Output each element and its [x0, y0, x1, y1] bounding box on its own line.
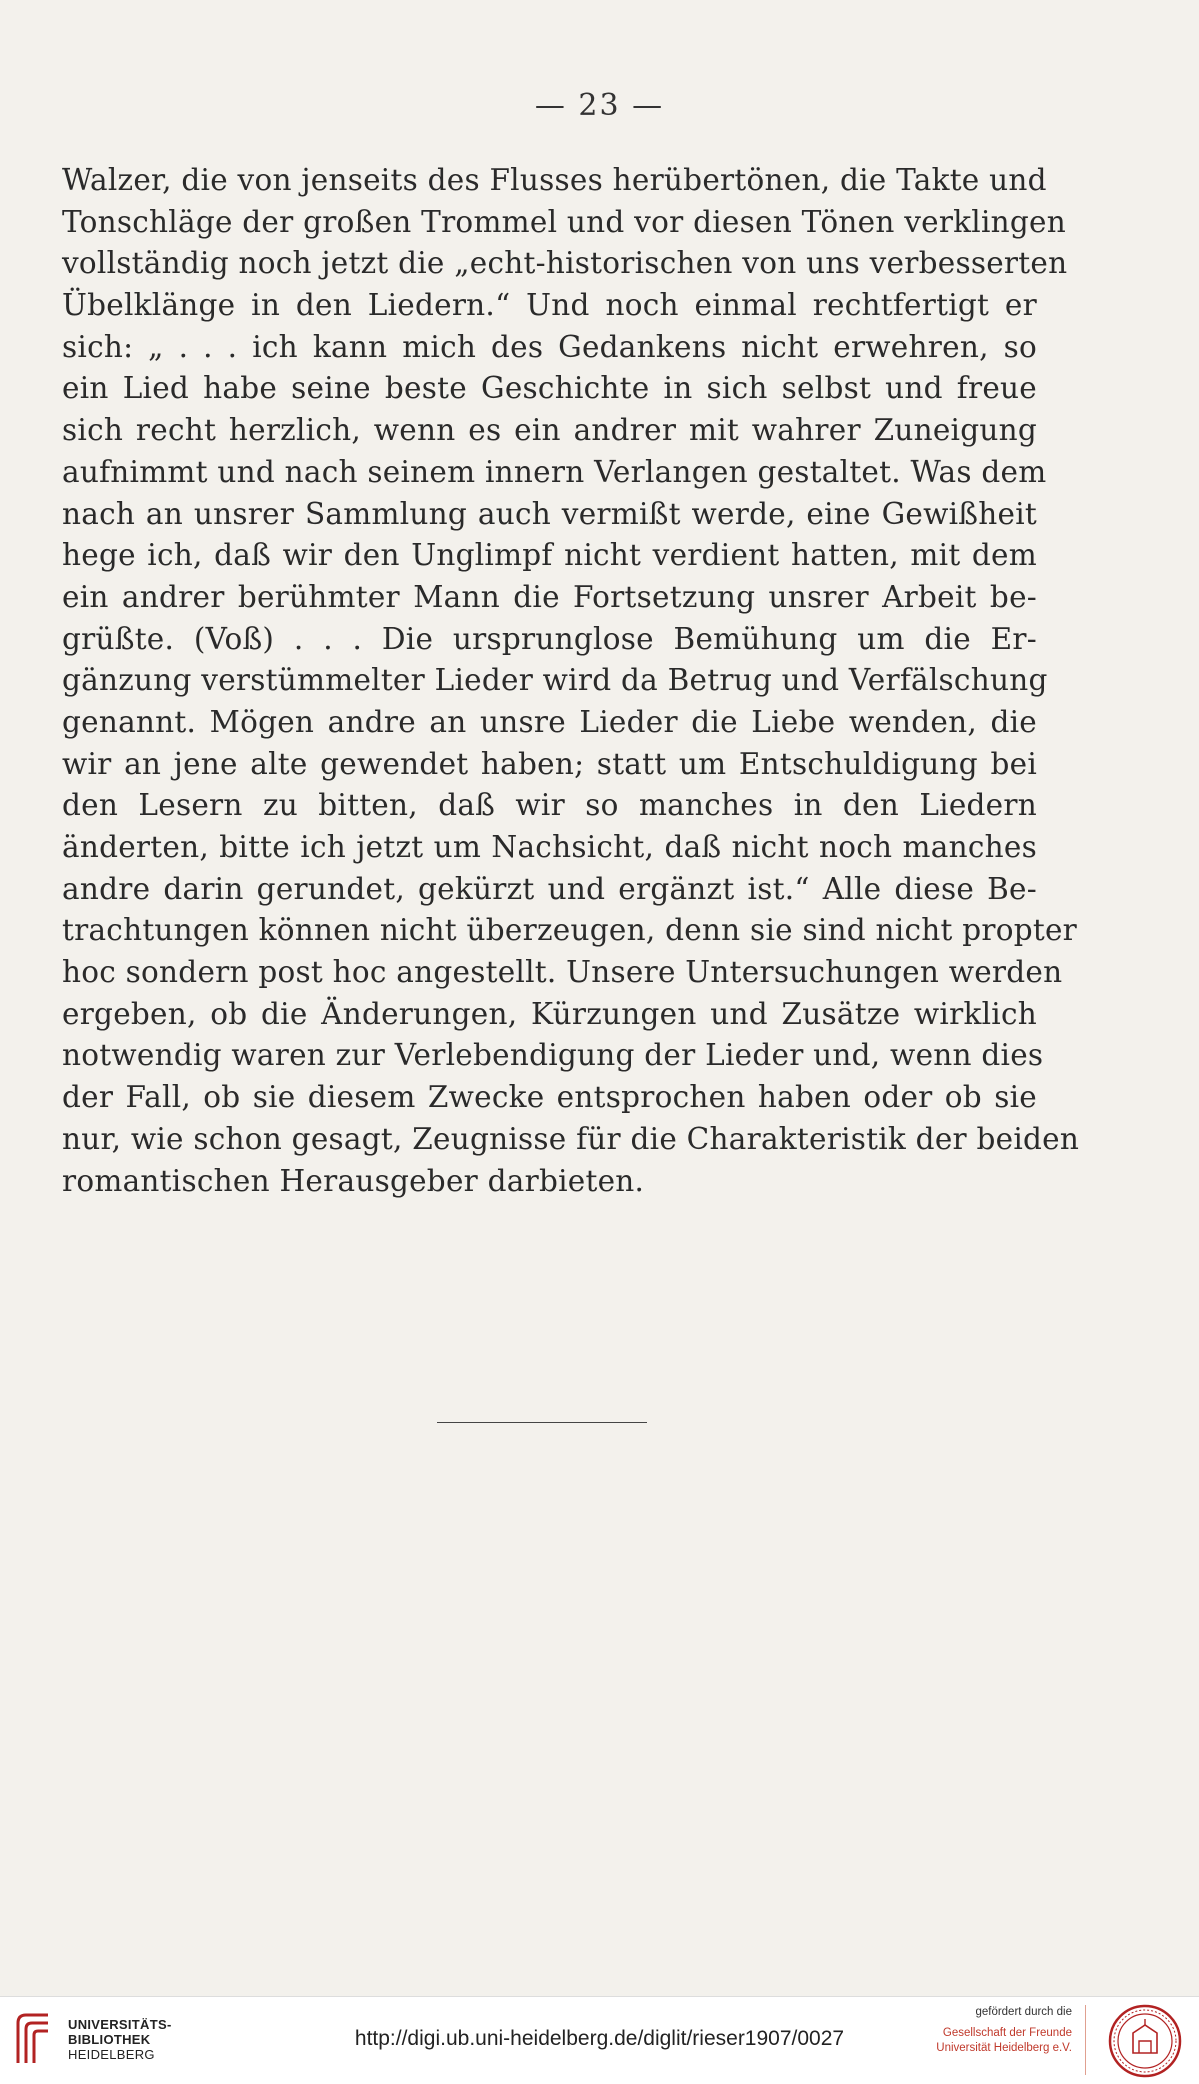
text-line: ein andrer berühmter Mann die Fortsetzung unsrer Arbeit be-: [62, 579, 1037, 614]
text-line: vollständig noch jetzt die „echt-historischen von uns verbesserten: [62, 246, 1068, 281]
text-line: sich: „ . . . ich kann mich des Gedankens nicht erwehren, so: [62, 329, 1037, 364]
library-name-line1: UNIVERSITÄTS-: [68, 2017, 172, 2032]
text-line: sich recht herzlich, wenn es ein andrer mit wahrer Zuneigung: [62, 413, 1037, 448]
sponsor-credit[interactable]: [922, 2005, 1072, 2056]
text-line: Tonschläge der großen Trommel und vor diesen Tönen verklingen: [62, 204, 1067, 239]
sponsor-name-line1: Gesellschaft der Freunde: [942, 2027, 1072, 2039]
text-line: nur, wie schon gesagt, Zeugnisse für die Charakteristik der beiden: [62, 1121, 1080, 1156]
text-line: aufnimmt und nach seinem innern Verlangen gestaltet. Was dem: [62, 454, 1047, 489]
university-seal-icon: [1107, 2003, 1183, 2079]
page-number: — 23 —: [534, 88, 665, 123]
sponsor-name-line2: Universität Heidelberg e.V.: [936, 2042, 1072, 2054]
text-line: den Lesern zu bitten, daß wir so manches in den Liedern: [62, 788, 1037, 823]
text-line: romantischen Herausgeber darbieten.: [62, 1163, 645, 1198]
text-line: grüßte. (Voß) . . . Die ursprunglose Bemühung um die Er-: [62, 621, 1037, 656]
library-name-line3: HEIDELBERG: [68, 2047, 155, 2062]
text-line: hege ich, daß wir den Unglimpf nicht verdient hatten, mit dem: [62, 538, 1037, 573]
permalink-url[interactable]: http://digi.ub.uni-heidelberg.de/diglit/rieser1907/0027: [354, 2027, 845, 2050]
text-line: trachtungen können nicht überzeugen, denn sie sind nicht propter: [62, 913, 1078, 948]
body-text: [62, 160, 1080, 1202]
supported-by-label: gefördert durch die: [975, 2006, 1072, 2018]
footer: [0, 1996, 1199, 2084]
text-line: genannt. Mögen andre an unsre Lieder die Liebe wenden, die: [62, 704, 1037, 739]
text-line: gänzung verstümmelter Lieder wird da Betrug und Verfälschung: [62, 663, 1048, 698]
text-line: nach an unsrer Sammlung auch vermißt werde, eine Gewißheit: [62, 496, 1037, 531]
library-name-line2: BIBLIOTHEK: [68, 2032, 151, 2047]
text-line: Übelklänge in den Liedern.“ Und noch einmal rechtfertigt er: [62, 288, 1037, 323]
text-line: wir an jene alte gewendet haben; statt um Entschuldigung bei: [62, 746, 1037, 781]
text-line: andre darin gerundet, gekürzt und ergänzt ist.“ Alle diese Be-: [62, 871, 1037, 906]
text-line: notwendig waren zur Verlebendigung der Lieder und, wenn dies: [62, 1038, 1044, 1073]
text-line: Walzer, die von jenseits des Flusses herübertönen, die Takte und: [62, 163, 1047, 197]
text-line: ergeben, ob die Änderungen, Kürzungen und Zusätze wirklich: [62, 996, 1037, 1031]
text-line: ein Lied habe seine beste Geschichte in sich selbst und freue: [62, 371, 1037, 406]
text-line: der Fall, ob sie diesem Zwecke entsprochen haben oder ob sie: [62, 1080, 1037, 1115]
text-line: hoc sondern post hoc angestellt. Unsere Untersuchungen werden: [62, 955, 1063, 990]
text-line: änderten, bitte ich jetzt um Nachsicht, daß nicht noch manches: [62, 830, 1037, 864]
section-rule: [437, 1422, 647, 1423]
sponsor-divider: [1085, 2005, 1086, 2075]
